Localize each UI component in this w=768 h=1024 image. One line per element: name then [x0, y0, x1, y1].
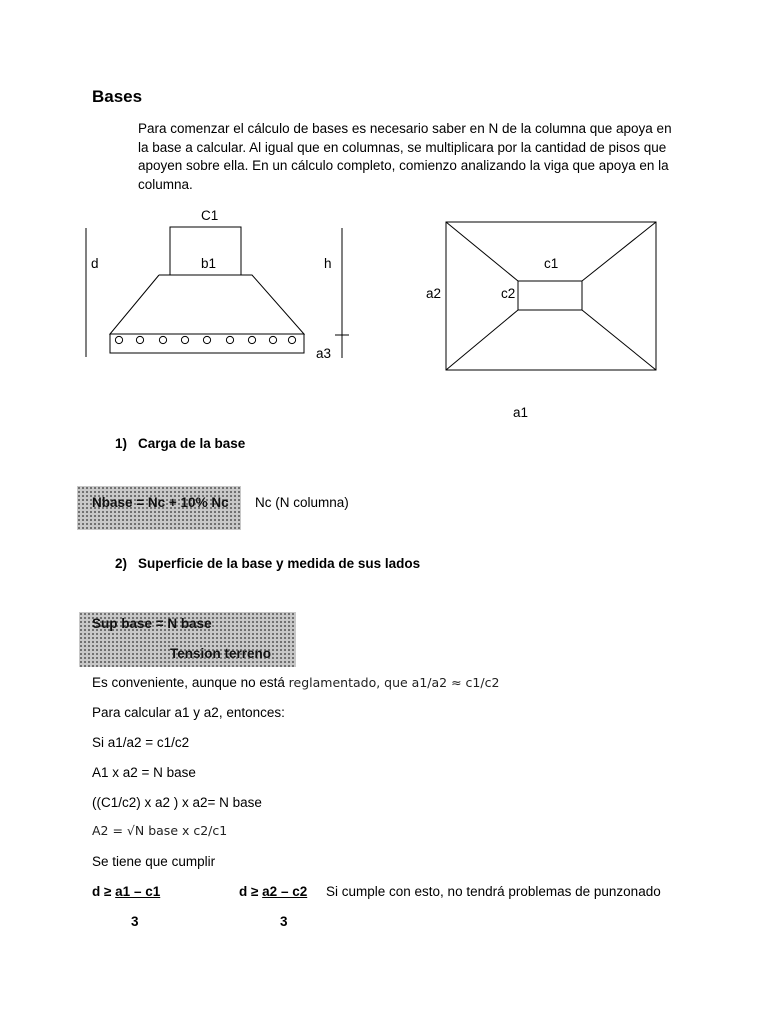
plan-outer-rect — [446, 222, 656, 370]
formula-nbase-note: Nc (N columna) — [255, 495, 349, 510]
plan-column-rect — [518, 281, 582, 310]
note-convenient-part2: reglamentado, que a1/a2 ≈ c1/c2 — [288, 675, 500, 690]
label-d: d — [91, 256, 99, 271]
label-a1: a1 — [513, 405, 529, 420]
label-a2: a2 — [426, 286, 442, 301]
label-h: h — [324, 256, 332, 271]
plan-diagonal — [582, 310, 656, 370]
equation-1: Si a1/a2 = c1/c2 — [92, 735, 190, 750]
plan-diagonal — [582, 222, 656, 281]
condition-1-denominator: 3 — [131, 914, 139, 929]
label-c2: c2 — [501, 286, 516, 301]
condition-1 — [92, 883, 160, 901]
intro-line-3: apoyen sobre ella. En un cálculo completo, comienzo analizando la viga que apoya en la — [138, 158, 669, 173]
footing-trapezoid — [110, 275, 304, 334]
plan-diagonal — [446, 222, 518, 281]
formula-nbase: Nbase = Nc + 10% Nc — [92, 495, 229, 510]
condition-2-denominator: 3 — [280, 914, 288, 929]
equation-4: A2 = √N base x c2/c1 — [92, 823, 228, 838]
equation-2: A1 x a2 = N base — [92, 765, 196, 780]
section1-heading-num: 1) — [115, 436, 128, 451]
rebar-circle — [115, 336, 122, 343]
section2-heading-num: 2) — [115, 556, 128, 571]
rebar-circles — [115, 336, 295, 343]
section1-heading: Carga de la base — [138, 436, 246, 451]
equation-3: ((C1/c2) x a2 ) x a2= N base — [92, 795, 262, 810]
condition-note: Si cumple con esto, no tendrá problemas de punzonado — [326, 884, 661, 899]
section2-heading: Superficie de la base y medida de sus lados — [138, 556, 421, 571]
rebar-circle — [269, 336, 276, 343]
condition-2-prefix: d ≥ — [239, 884, 263, 899]
rebar-circle — [159, 336, 166, 343]
condition-1-numerator: a1 – c1 — [115, 884, 161, 899]
rebar-circle — [203, 336, 210, 343]
section-diagram — [86, 227, 349, 358]
label-c1-top: C1 — [201, 208, 219, 223]
page-title: Bases — [92, 87, 143, 106]
label-c1: c1 — [544, 256, 559, 271]
intro-line-4: columna. — [138, 176, 193, 192]
plan-diagram — [446, 222, 656, 370]
label-b1: b1 — [201, 256, 217, 271]
cumplir-text: Se tiene que cumplir — [92, 854, 216, 869]
rebar-circle — [248, 336, 255, 343]
condition-1-prefix: d ≥ — [92, 884, 116, 899]
rebar-circle — [136, 336, 143, 343]
note-convenient-part1: Es conveniente, aunque no está — [92, 675, 289, 690]
rebar-circle — [181, 336, 188, 343]
formula-sup-base-line1: Sup base = N base — [92, 616, 212, 631]
formula-sup-base-line2: Tension terreno — [170, 646, 272, 661]
note-convenient — [92, 674, 499, 692]
rebar-circle — [226, 336, 233, 343]
intro-line-1: Para comenzar el cálculo de bases es necesario saber en N de la columna que apoya en — [138, 121, 672, 136]
calc-intro: Para calcular a1 y a2, entonces: — [92, 705, 285, 720]
condition-2 — [239, 883, 307, 901]
intro-line-2: la base a calcular. Al igual que en columnas, se multiplicara por la cantidad de pisos que — [138, 139, 667, 155]
rebar-circle — [288, 336, 295, 343]
label-a3: a3 — [316, 346, 332, 361]
condition-2-numerator: a2 – c2 — [262, 884, 308, 899]
plan-diagonal — [446, 310, 518, 370]
